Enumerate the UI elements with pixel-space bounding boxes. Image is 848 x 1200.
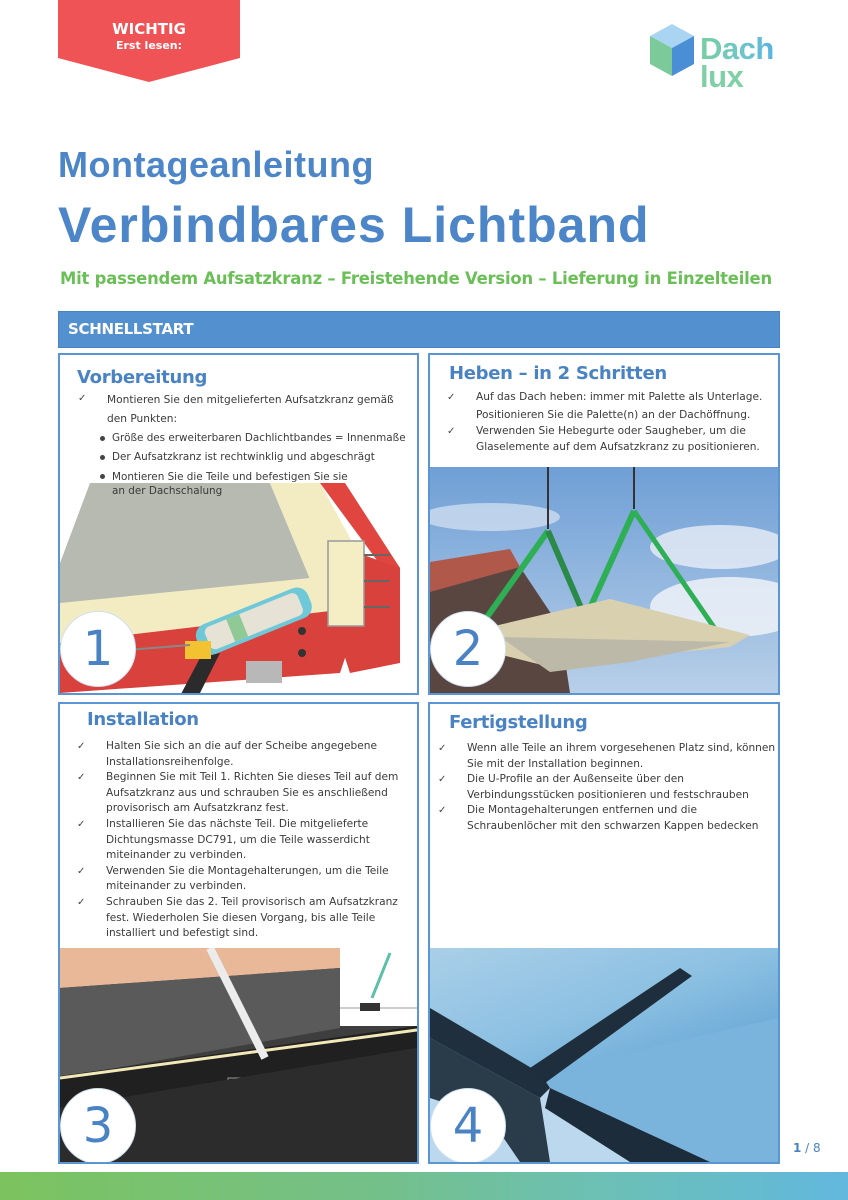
list-item: ✓ Die Montagehalterungen entfernen und die Schraubenlöcher mit den schwarzen Kappen bedecken [438, 804, 759, 832]
panel-title: Vorbereitung [77, 367, 208, 388]
bullet-icon [100, 436, 105, 441]
panel-title: Installation [87, 709, 199, 730]
panel-heben [428, 353, 780, 695]
badge-title: WICHTIG [112, 20, 186, 38]
important-badge [58, 0, 240, 82]
list-item: ✓ Verwenden Sie die Montagehalterungen, um die Teile miteinander zu verbinden. [77, 864, 389, 893]
panel-title: Heben – in 2 Schritten [449, 363, 667, 384]
footer-gradient-bar [0, 1172, 848, 1200]
page-title: Verbindbares Lichtband [58, 197, 650, 253]
list-item: ✓ Verwenden Sie Hebegurte oder Saugheber, um die Glaselemente auf dem Aufsatzkranz zu positionieren. [447, 425, 760, 453]
document-kind: Montageanleitung [58, 144, 374, 185]
list-item: ✓ Halten Sie sich an die auf der Scheibe angegebene Installationsreihenfolge. [77, 740, 377, 768]
check-icon: ✓ [78, 393, 87, 404]
list-item: ✓ Installieren Sie das nächste Teil. Die mitgelieferte Dichtungsmasse DC791, um die Teile wasserdicht miteinander zu verbinden. [77, 817, 370, 862]
panel-title: Fertigstellung [449, 712, 588, 733]
check-icon: ✓ [438, 774, 447, 786]
bullet-icon [100, 474, 105, 479]
sub-list-item: Montieren Sie die Teile und befestigen Sie sie an der Dachschalung [100, 470, 410, 498]
sub-list-item: Größe des erweiterbaren Dachlichtbandes = Innenmaße [100, 429, 410, 448]
check-icon: ✓ [438, 743, 447, 754]
check-icon: ✓ [77, 896, 86, 908]
check-icon: ✓ [438, 805, 447, 817]
panel-installation [58, 702, 419, 1164]
page-number: 1 / 8 [793, 1141, 821, 1155]
list-item: ✓ Auf das Dach heben: immer mit Palette als Unterlage. Positionieren Sie die Palette(n) an der Dachöffnung. [447, 391, 763, 421]
cube-logo-icon [648, 22, 696, 78]
list-item: ✓ Montieren Sie den mitgelieferten Aufsatzkranz gemäß den Punkten: [78, 393, 394, 425]
quickstart-label: SCHNELLSTART [68, 320, 194, 338]
step-number-badge: 4 [430, 1088, 506, 1164]
panel-fertigstellung [428, 702, 780, 1164]
dachlux-logo [648, 20, 798, 96]
list-item: ✓ Schrauben Sie das 2. Teil provisorisch am Aufsatzkranz fest. Wiederholen Sie diesen Vorgang, bis alle Teile installiert und befestigt sind. [77, 895, 398, 940]
step-number-badge: 3 [60, 1088, 136, 1164]
page-subtitle: Mit passendem Aufsatzkranz – Freistehende Version – Lieferung in Einzelteilen [60, 269, 772, 288]
step-number-badge: 2 [430, 611, 506, 687]
list-item: ✓ Beginnen Sie mit Teil 1. Richten Sie dieses Teil auf dem Aufsatzkranz aus und schrauben Sie es anschließend provisorisch am Aufsatzkranz fest. [77, 771, 399, 815]
check-icon: ✓ [447, 392, 456, 403]
logo-word-lux: lux [700, 59, 744, 94]
check-icon: ✓ [77, 772, 86, 784]
list-item: ✓ Wenn alle Teile an ihrem vorgesehenen Platz sind, können Sie mit der Installation beginnen. [438, 742, 776, 770]
logo-word-dach: Dach [700, 31, 774, 66]
list-item: ✓ Die U-Profile an der Außenseite über den Verbindungsstücken positionieren und festschrauben [438, 773, 749, 801]
check-icon: ✓ [447, 426, 456, 437]
check-icon: ✓ [77, 818, 86, 830]
check-icon: ✓ [77, 741, 86, 752]
bullet-icon [100, 455, 105, 460]
sub-list-item: Der Aufsatzkranz ist rechtwinklig und abgeschrägt [100, 448, 410, 467]
panel-vorbereitung [58, 353, 419, 695]
quickstart-header [58, 311, 780, 348]
badge-subtitle: Erst lesen: [115, 39, 183, 52]
check-icon: ✓ [77, 865, 86, 877]
step-number-badge: 1 [60, 611, 136, 687]
